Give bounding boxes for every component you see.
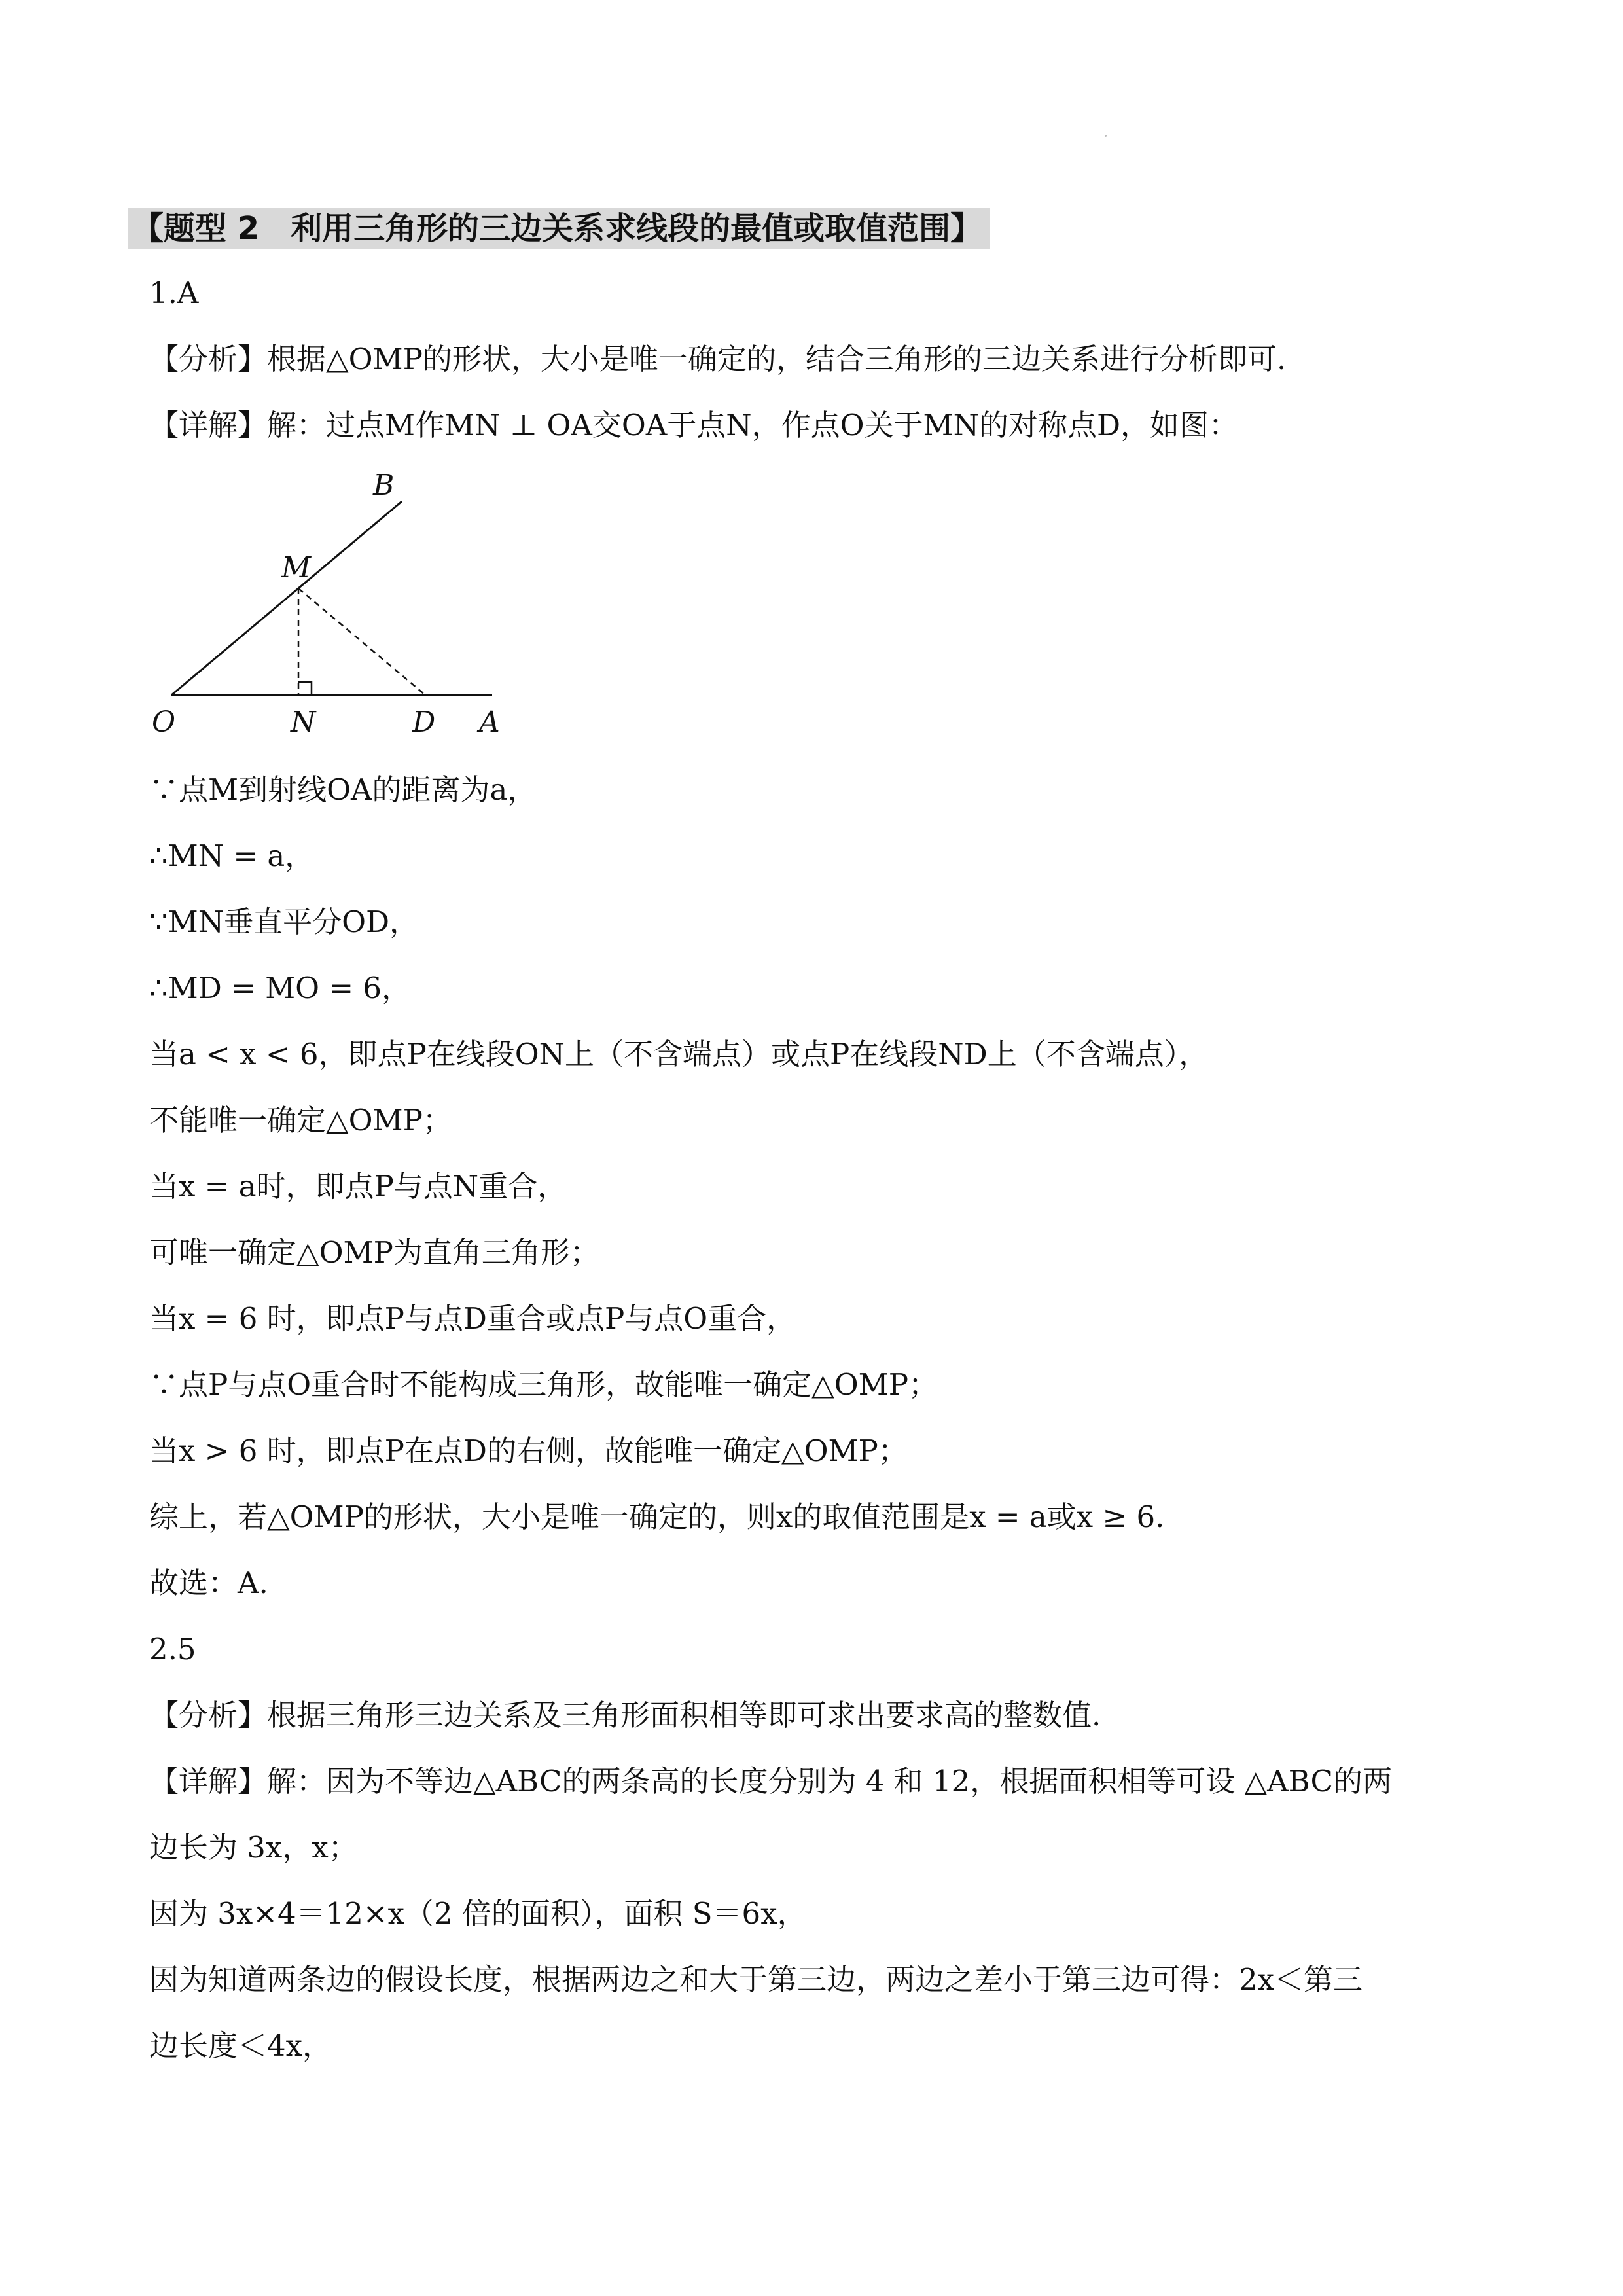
label-D: D [412,706,436,739]
q1-analysis: 【分析】根据△OMP的形状，大小是唯一确定的，结合三角形的三边关系进行分析即可. [149,342,1287,376]
q2-line: 边长为 3x，x； [149,1830,358,1865]
geometry-figure [139,469,505,744]
label-N: N [291,706,316,739]
ray-OB [171,501,402,695]
q1-step: 综上，若△OMP的形状，大小是唯一确定的，则x的取值范围是x = a或x ≥ 6. [149,1499,1165,1534]
q2-line: 【详解】解：因为不等边△ABC的两条高的长度分别为 4 和 12，根据面积相等可设 △ABC的两 [149,1764,1392,1799]
label-B: B [373,469,395,502]
q2-line: 边长度＜4x， [149,2028,332,2063]
q1-step: 可唯一确定△OMP为直角三角形； [149,1235,599,1270]
q2-line: 因为知道两条边的假设长度，根据两边之和大于第三边，两边之差小于第三边可得：2x＜第三 [149,1962,1363,1997]
q1-step: 当x > 6 时，即点P在点D的右侧，故能唯一确定△OMP； [149,1433,908,1468]
q2-line: 因为 3x×4＝12×x（2 倍的面积），面积 S＝6x， [149,1896,807,1931]
q1-step: ∵点P与点O重合时不能构成三角形，故能唯一确定△OMP； [149,1367,938,1402]
q1-step: ∵点M到射线OA的距离为a， [149,772,537,807]
label-A: A [479,706,500,739]
segment-MD [298,588,425,695]
q1-step: 当x = a时，即点P与点N重合， [149,1169,567,1204]
label-O: O [152,706,176,739]
q1-step: ∴MN = a， [149,838,315,873]
scan-speck [1105,135,1107,137]
q1-step: 不能唯一确定△OMP； [149,1103,452,1138]
q2-analysis: 【分析】根据三角形三边关系及三角形面积相等即可求出要求高的整数值. [149,1698,1101,1732]
q1-step: ∴MD = MO = 6， [149,971,412,1005]
section-heading: 【题型 2 利用三角形的三边关系求线段的最值或取值范围】 [128,208,990,249]
q1-answer: 1.A [149,276,199,310]
right-angle-mark [298,682,312,695]
q1-step: 当x = 6 时，即点P与点D重合或点P与点O重合， [149,1301,796,1336]
q1-detail-intro: 【详解】解：过点M作MN ⊥ OA交OA于点N，作点O关于MN的对称点D，如图： [149,408,1239,442]
label-M: M [281,551,312,584]
q1-step: 当a < x < 6，即点P在线段ON上（不含端点）或点P在线段ND上（不含端点）， [149,1037,1209,1071]
q1-step: 故选：A. [149,1566,268,1600]
q1-step: ∵MN垂直平分OD， [149,905,419,939]
q2-answer: 2.5 [149,1632,196,1666]
